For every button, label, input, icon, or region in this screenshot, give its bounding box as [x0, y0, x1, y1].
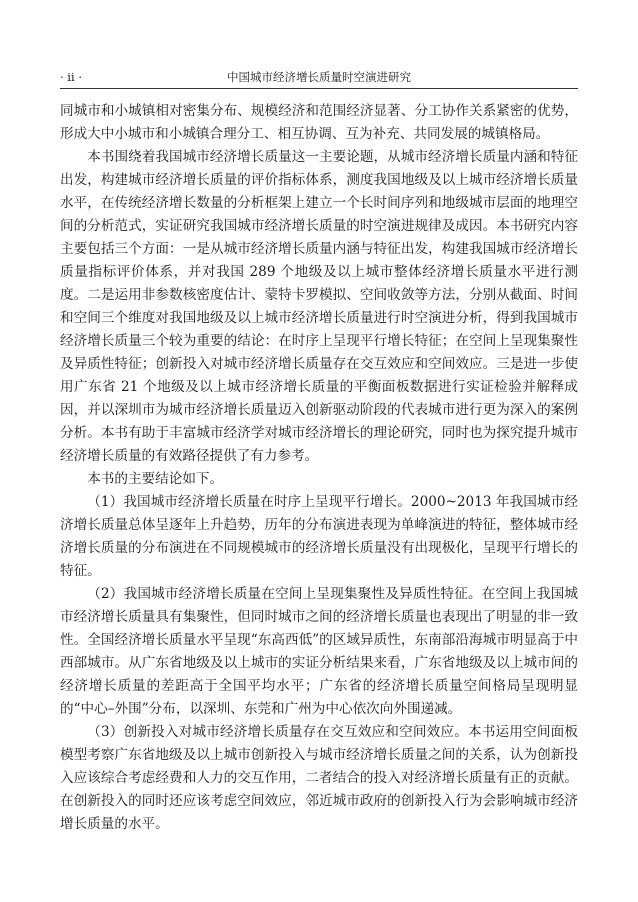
running-header-title: 中国城市经济增长质量时空演进研究: [227, 70, 411, 84]
running-header: [60, 70, 578, 89]
paragraph-conclusion-2: （2）我国城市经济增长质量在空间上呈现集聚性及异质性特征。在空间上我国城市经济增长质量具有集聚性，但同时城市之间的经济增长质量也表现出了明显的非一致性。全国经济增长质量水平呈现“东高西低”的区域异质性，东南部沿海城市明显高于中西部城市。从广东省地级及以上城市的实证分析结果来看，广东省地级及以上城市间的经济增长质量的差距高于全国平均水平；广东省的经济增长质量空间格局呈现明显的“中心–外围”分布，以深圳、东莞和广州为中心依次向外围递减。: [60, 586, 578, 717]
paragraph-conclusions-intro: 本书的主要结论如下。: [87, 471, 224, 487]
body-text: [60, 100, 578, 836]
page-number: · ii ·: [60, 70, 82, 84]
paragraph-book-overview: 本书围绕着我国城市经济增长质量这一主要论题，从城市经济增长质量内涵和特征出发，构建城市经济增长质量的评价指标体系，测度我国地级及以上城市经济增长质量水平，在传统经济增长数量的分析框架上建立一个长时间序列和地级城市层面的地理空间的分析范式，实证研究我国城市经济增长质量的时空演进规律及成因。本书研究内容主要包括三个方面：一是从城市经济增长质量内涵与特征出发，构建我国城市经济增长质量指标评价体系，并对我国 289 个地级及以上城市整体经济增长质量水平进行测度。二是运用非参数核密度估计、蒙特卡罗模拟、空间收敛等方法，分别从截面、时间和空间三个维度对我国地级及以上城市经济增长质量进行时空演进分析，得到我国城市经济增长质量三个较为重要的结论：在时序上呈现平行增长特征；在空间上呈现集聚性及异质性特征；创新投入对城市经济增长质量存在交互效应和空间效应。三是进一步使用广东省 21 个地级及以上城市经济增长质量的平衡面板数据进行实证检验并解释成因，并以深圳市为城市经济增长质量迈入创新驱动阶段的代表城市进行更为深入的案例分析。本书有助于丰富城市经济学对城市经济增长的理论研究，同时也为探究提升城市经济增长质量的有效路径提供了有力参考。: [60, 149, 578, 464]
paragraph-conclusion-1: （1）我国城市经济增长质量在时序上呈现平行增长。2000~2013 年我国城市经济增长质量总体呈逐年上升趋势，历年的分布演进表现为单峰演进的特征，整体城市经济增长质量的分布演进在不同规模城市的经济增长质量没有出现极化，呈现平行增长的特征。: [60, 494, 578, 579]
paragraph-continuation: 同城市和小城镇相对密集分布、规模经济和范围经济显著、分工协作关系紧密的优势，形成大中小城市和小城镇合理分工、相互协调、互为补充、共同发展的城镇格局。: [60, 103, 578, 142]
paragraph-conclusion-3: （3）创新投入对城市经济增长质量存在交互效应和空间效应。本书运用空间面板模型考察广东省地级及以上城市创新投入与城市经济增长质量之间的关系，认为创新投入应该综合考虑经费和人力的交互作用，二者结合的投入对经济增长质量有正的贡献。在创新投入的同时还应该考虑空间效应，邻近城市政府的创新投入行为会影响城市经济增长质量的水平。: [60, 724, 578, 832]
